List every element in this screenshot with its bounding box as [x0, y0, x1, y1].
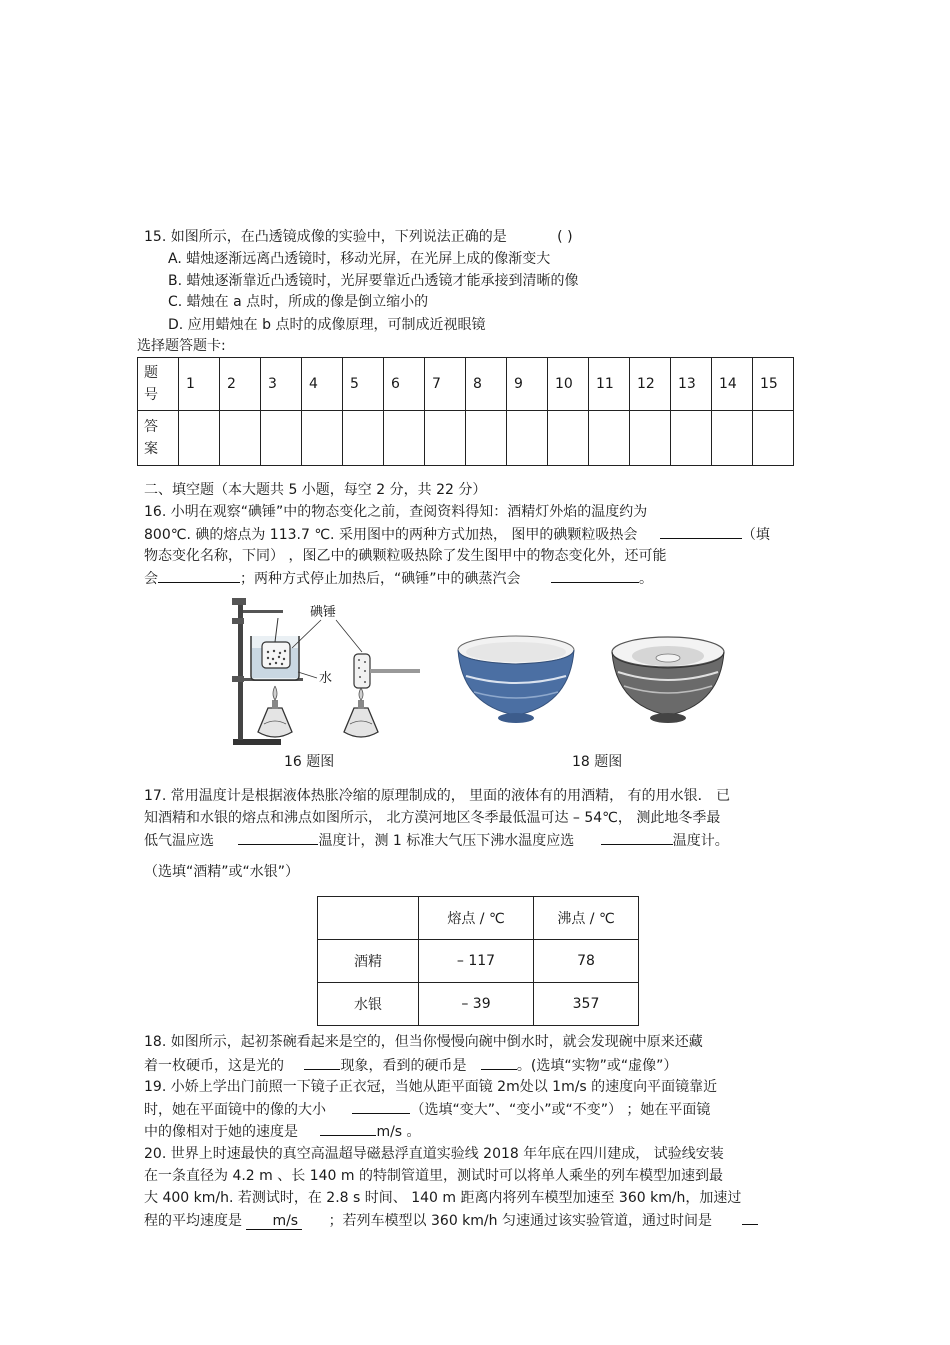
q19-line2-start: 时，她在平面镜中的像的大小 [144, 1102, 326, 1118]
mp-cell-name: 水银 [318, 983, 419, 1026]
q17-blank-1[interactable] [238, 830, 318, 845]
q19-line3-start: 中的像相对于她的速度是 [144, 1124, 298, 1140]
q20-blank-1[interactable]: m/s [246, 1213, 302, 1230]
fig16-caption: 16 题图 [284, 754, 335, 770]
number-cell: 15 [753, 358, 794, 411]
q19-blank-2[interactable] [320, 1121, 376, 1136]
q20-line1: 20. 世界上时速最快的真空高温超导磁悬浮直道实验线 2018 年年底在四川建成， 试验线安装 [144, 1146, 724, 1162]
q18-line2-mid: 现象，看到的硬币是 [340, 1058, 467, 1074]
answer-header-cell [138, 411, 179, 466]
q16-line4-mid: ；两种方式停止加热后，“碘锤”中的碘蒸汽会 [240, 571, 521, 587]
mp-cell-boiling: 357 [534, 983, 639, 1026]
melting-boiling-table [317, 896, 639, 1026]
q16-line3: 物态变化名称，下同） ，图乙中的碘颗粒吸热除了发生图甲中的物态变化外，还可能 [144, 548, 667, 564]
number-cell: 9 [507, 358, 548, 411]
q17-blank-2[interactable] [601, 830, 673, 845]
number-header-char-1: 题 [144, 365, 158, 381]
mp-header-melting: 熔点 / ℃ [419, 897, 534, 940]
mp-cell-melting: – 117 [419, 940, 534, 983]
q16-line4 [144, 568, 653, 589]
answer-cell[interactable] [712, 411, 753, 466]
number-cell: 14 [712, 358, 753, 411]
q20-line4-start: 程的平均速度是 [144, 1213, 242, 1229]
answer-cell[interactable] [466, 411, 507, 466]
number-cell: 6 [384, 358, 425, 411]
number-header-char-2: 号 [144, 387, 158, 403]
answer-cell[interactable] [179, 411, 220, 466]
number-header-cell [138, 358, 179, 411]
q17-line3 [144, 830, 729, 851]
mp-row-alcohol [318, 940, 639, 983]
answer-cell[interactable] [630, 411, 671, 466]
q17-line3-mid: 温度计，测 1 标准大气压下沸水温度应选 [318, 833, 575, 849]
number-cell: 13 [671, 358, 712, 411]
mp-header-empty [318, 897, 419, 940]
q19-line2 [144, 1099, 710, 1120]
number-cell: 8 [466, 358, 507, 411]
number-cell: 5 [343, 358, 384, 411]
q19-line2-end: （选填“变大”、“变小”或“不变”） ；她在平面镜 [410, 1102, 711, 1118]
answer-header-char-1: 答 [144, 419, 158, 435]
q15-option-a: A. 蜡烛逐渐远离凸透镜时，移动光屏，在光屏上成的像渐变大 [168, 251, 551, 267]
answer-cell[interactable] [425, 411, 466, 466]
q19-line3-end: m/s 。 [376, 1124, 421, 1140]
iodine-hammer-figure [226, 596, 426, 751]
answer-card-title: 选择题答题卡: [137, 338, 226, 354]
q18-line2 [144, 1055, 677, 1076]
answer-cell[interactable] [343, 411, 384, 466]
fig18-caption: 18 题图 [572, 754, 623, 770]
q16-blank-2[interactable] [158, 568, 240, 583]
q17-note: （选填“酒精”或“水银”） [144, 864, 300, 880]
q16-line2-tail: （填 [741, 527, 770, 543]
answer-cell[interactable] [384, 411, 425, 466]
fig16-label-water: 水 [319, 671, 333, 686]
q20-line2: 在一条直径为 4.2 m 、长 140 m 的特制管道里，测试时可以将单人乘坐的列车模型加速到最 [144, 1168, 723, 1184]
number-cell: 12 [630, 358, 671, 411]
q16-line4-end: 。 [638, 571, 653, 587]
mp-header-row [318, 897, 639, 940]
q15-option-d: D. 应用蜡烛在 b 点时的成像原理，可制成近视眼镜 [168, 317, 486, 333]
number-cell: 7 [425, 358, 466, 411]
fig16-label-iodine-hammer: 碘锤 [310, 605, 337, 620]
answer-cell[interactable] [548, 411, 589, 466]
q19-line3 [144, 1121, 421, 1142]
q20-line3: 大 400 km/h. 若测试时，在 2.8 s 时间、 140 m 距离内将列车模型加速至 360 km/h，加速过 [144, 1190, 742, 1206]
answer-card-number-row [138, 358, 794, 411]
q16-blank-1[interactable] [660, 524, 742, 539]
tea-bowl-figure-2 [606, 632, 730, 728]
answer-cell[interactable] [302, 411, 343, 466]
q17-line3-start: 低气温应选 [144, 833, 214, 849]
q17-line1: 17. 常用温度计是根据液体热胀冷缩的原理制成的， 里面的液体有的用酒精， 有的用水银． 已 [144, 788, 731, 804]
q16-line2 [144, 524, 770, 545]
mp-cell-melting: – 39 [419, 983, 534, 1026]
q18-line2-start: 着一枚硬币，这是光的 [144, 1058, 284, 1074]
q17-line3-end: 温度计。 [672, 833, 729, 849]
number-cell: 3 [261, 358, 302, 411]
q18-line1: 18. 如图所示，起初茶碗看起来是空的，但当你慢慢向碗中倒水时，就会发现碗中原来还藏 [144, 1034, 703, 1050]
answer-cell[interactable] [589, 411, 630, 466]
mp-row-mercury [318, 983, 639, 1026]
q16-blank-3[interactable] [551, 568, 639, 583]
tea-bowl-figure-1 [452, 632, 580, 728]
answer-card-answer-row [138, 411, 794, 466]
answer-cell[interactable] [220, 411, 261, 466]
answer-header-char-2: 案 [144, 441, 158, 457]
section2-title: 二、填空题（本大题共 5 小题，每空 2 分，共 22 分） [144, 482, 487, 498]
answer-card-table [137, 357, 794, 466]
mp-cell-name: 酒精 [318, 940, 419, 983]
q18-blank-2[interactable] [481, 1055, 517, 1070]
q17-line2: 知酒精和水银的熔点和沸点如图所示， 北方漠河地区冬季最低温可达 – 54℃， 测此地冬季最 [144, 810, 721, 826]
answer-cell[interactable] [261, 411, 302, 466]
number-cell: 10 [548, 358, 589, 411]
q18-line2-end: 。(选填“实物”或“虚像”） [516, 1058, 678, 1074]
q15-option-c: C. 蜡烛在 a 点时，所成的像是倒立缩小的 [168, 294, 429, 310]
mp-cell-boiling: 78 [534, 940, 639, 983]
q20-line4 [144, 1210, 758, 1231]
number-cell: 1 [179, 358, 220, 411]
q16-line1: 16. 小明在观察“碘锤”中的物态变化之前，查阅资料得知：酒精灯外焰的温度约为 [144, 504, 648, 520]
q19-blank-1[interactable] [352, 1099, 410, 1114]
q20-line4-end: ；若列车模型以 360 km/h 匀速通过该实验管道，通过时间是 [328, 1213, 712, 1229]
answer-cell[interactable] [753, 411, 794, 466]
q15-option-b: B. 蜡烛逐渐靠近凸透镜时，光屏要靠近凸透镜才能承接到清晰的像 [168, 273, 579, 289]
q16-line4-start: 会 [144, 571, 158, 587]
q15-stem [144, 227, 573, 247]
q15-answer-paren: ( ) [557, 229, 573, 245]
number-cell: 4 [302, 358, 343, 411]
q20-blank-2[interactable] [742, 1210, 758, 1225]
q16-line2-text: 800℃. 碘的熔点为 113.7 ℃. 采用图中的两种方式加热， 图甲的碘颗粒吸热会 [144, 527, 638, 543]
answer-cell[interactable] [671, 411, 712, 466]
answer-cell[interactable] [507, 411, 548, 466]
q15-stem-text: 15. 如图所示，在凸透镜成像的实验中，下列说法正确的是 [144, 229, 507, 245]
mp-header-boiling: 沸点 / ℃ [534, 897, 639, 940]
q18-blank-1[interactable] [304, 1055, 340, 1070]
number-cell: 2 [220, 358, 261, 411]
q19-line1: 19. 小娇上学出门前照一下镜子正衣冠，当她从距平面镜 2m处以 1m/s 的速度向平面镜靠近 [144, 1079, 718, 1095]
number-cell: 11 [589, 358, 630, 411]
